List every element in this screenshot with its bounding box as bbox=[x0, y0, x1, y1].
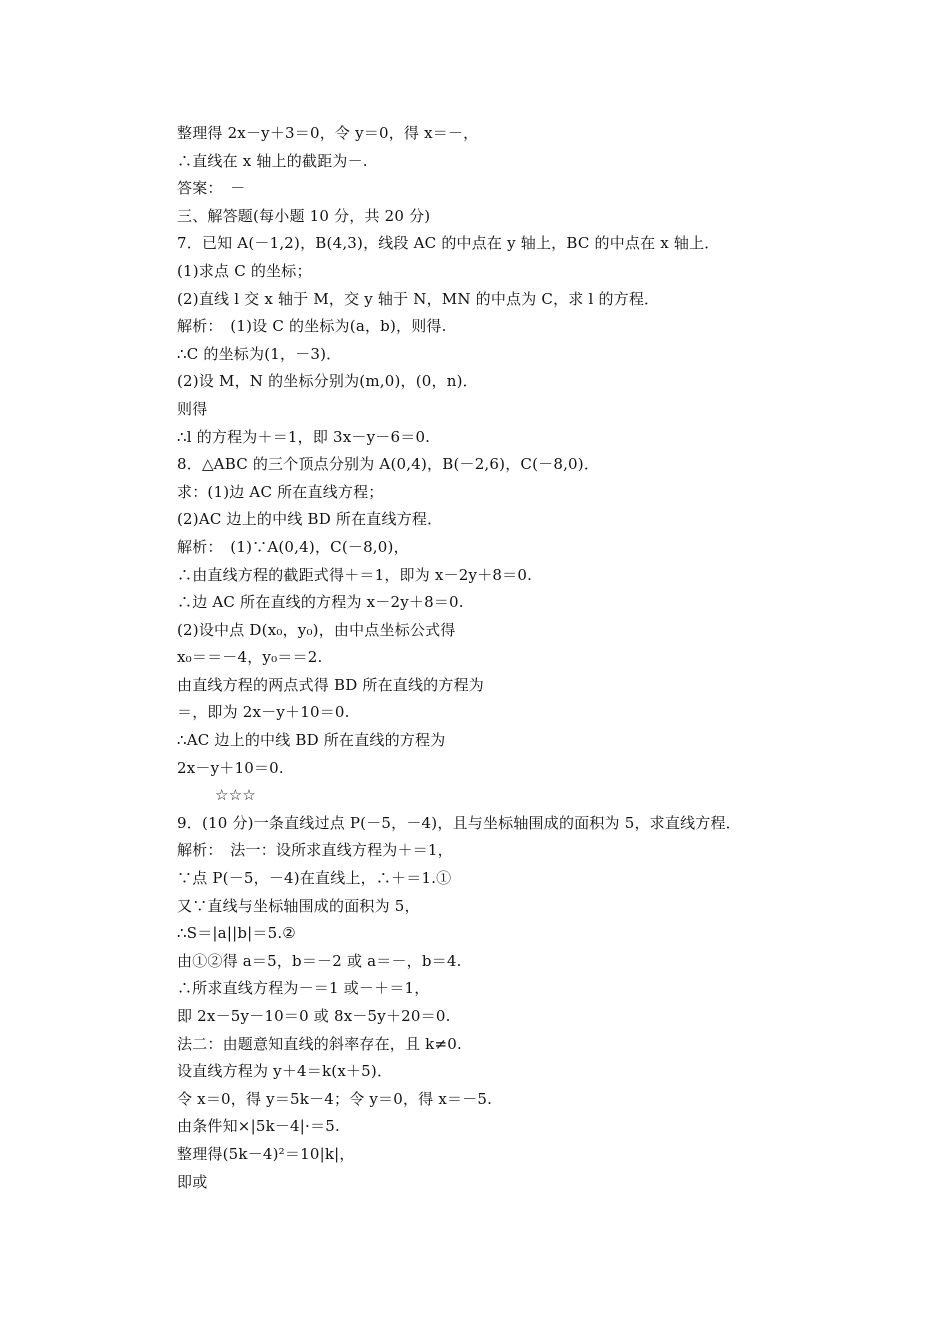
text-line: 令 x＝0，得 y＝5k－4；令 y＝0，得 x＝－5. bbox=[177, 1089, 493, 1108]
problem-9: 9．(10 分)一条直线过点 P(－5，－4)，且与坐标轴围成的面积为 5，求直线方程． bbox=[177, 813, 741, 832]
text-line: (1)求点 C 的坐标； bbox=[177, 261, 312, 280]
text-line: 求：(1)边 AC 所在直线方程； bbox=[177, 482, 384, 501]
text-line: ∴AC 边上的中线 BD 所在直线的方程为 bbox=[177, 731, 446, 750]
text-line: ∴所求直线方程为－＝1 或－＋＝1， bbox=[177, 979, 430, 998]
text-line: (2)直线 l 交 x 轴于 M，交 y 轴于 N，MN 的中点为 C，求 l 的方程． bbox=[177, 289, 660, 308]
text-line: 法二：由题意知直线的斜率存在，且 k≠0. bbox=[177, 1034, 462, 1053]
problem-8: 8．△ABC 的三个顶点分别为 A(0,4)，B(－2,6)，C(－8,0)． bbox=[177, 455, 600, 474]
text-line: 解析： (1)∵A(0,4)，C(－8,0)， bbox=[177, 537, 409, 556]
text-line: 解析： 法一：设所求直线方程为＋＝1， bbox=[177, 841, 453, 860]
text-line: ∴l 的方程为＋＝1，即 3x－y－6＝0. bbox=[177, 427, 431, 446]
text-line: 由条件知×|5k－4|·＝5. bbox=[177, 1117, 340, 1136]
star-divider: ☆☆☆ bbox=[215, 786, 256, 805]
text-line: (2)设中点 D(x₀，y₀)，由中点坐标公式得 bbox=[177, 620, 456, 639]
text-line: 即或 bbox=[177, 1172, 208, 1191]
section-heading: 三、解答题(每小题 10 分，共 20 分) bbox=[177, 206, 431, 225]
text-line: 2x－y＋10＝0. bbox=[177, 758, 284, 777]
text-line: ∴S＝|a||b|＝5.② bbox=[177, 924, 296, 943]
text-line: ∴直线在 x 轴上的截距为－. bbox=[177, 151, 368, 170]
text-line: 整理得(5k－4)²＝10|k|， bbox=[177, 1144, 355, 1163]
text-line: (2)设 M，N 的坐标分别为(m,0)，(0，n)． bbox=[177, 372, 478, 391]
text-line: ∵点 P(－5，－4)在直线上，∴＋＝1.① bbox=[177, 869, 452, 888]
text-line: 解析： (1)设 C 的坐标为(a，b)，则得. bbox=[177, 317, 447, 336]
text-line: 又∵直线与坐标轴围成的面积为 5， bbox=[177, 896, 420, 915]
problem-7: 7．已知 A(－1,2)，B(4,3)，线段 AC 的中点在 y 轴上，BC 的中点在 x 轴上． bbox=[177, 234, 720, 253]
text-line: 由直线方程的两点式得 BD 所在直线的方程为 bbox=[177, 675, 484, 694]
text-line: 设直线方程为 y＋4＝k(x＋5)． bbox=[177, 1062, 393, 1081]
text-line: x₀＝＝－4，y₀＝＝2. bbox=[177, 648, 323, 667]
text-line: (2)AC 边上的中线 BD 所在直线方程． bbox=[177, 510, 443, 529]
text-line: ＝，即为 2x－y＋10＝0. bbox=[177, 703, 350, 722]
text-line: 由①②得 a＝5，b＝－2 或 a＝－，b＝4. bbox=[177, 951, 462, 970]
text-line: 答案： － bbox=[177, 179, 246, 198]
text-line: 整理得 2x－y＋3＝0，令 y＝0，得 x＝－， bbox=[177, 124, 479, 142]
text-line: ∴由直线方程的截距式得＋＝1，即为 x－2y＋8＝0. bbox=[177, 565, 533, 584]
text-line: 即 2x－5y－10＝0 或 8x－5y＋20＝0. bbox=[177, 1007, 451, 1025]
document-page bbox=[177, 120, 897, 1196]
text-line: ∴边 AC 所在直线的方程为 x－2y＋8＝0. bbox=[177, 593, 464, 612]
text-line: ∴C 的坐标为(1，－3)． bbox=[177, 344, 342, 363]
text-line: 则得 bbox=[177, 399, 208, 418]
